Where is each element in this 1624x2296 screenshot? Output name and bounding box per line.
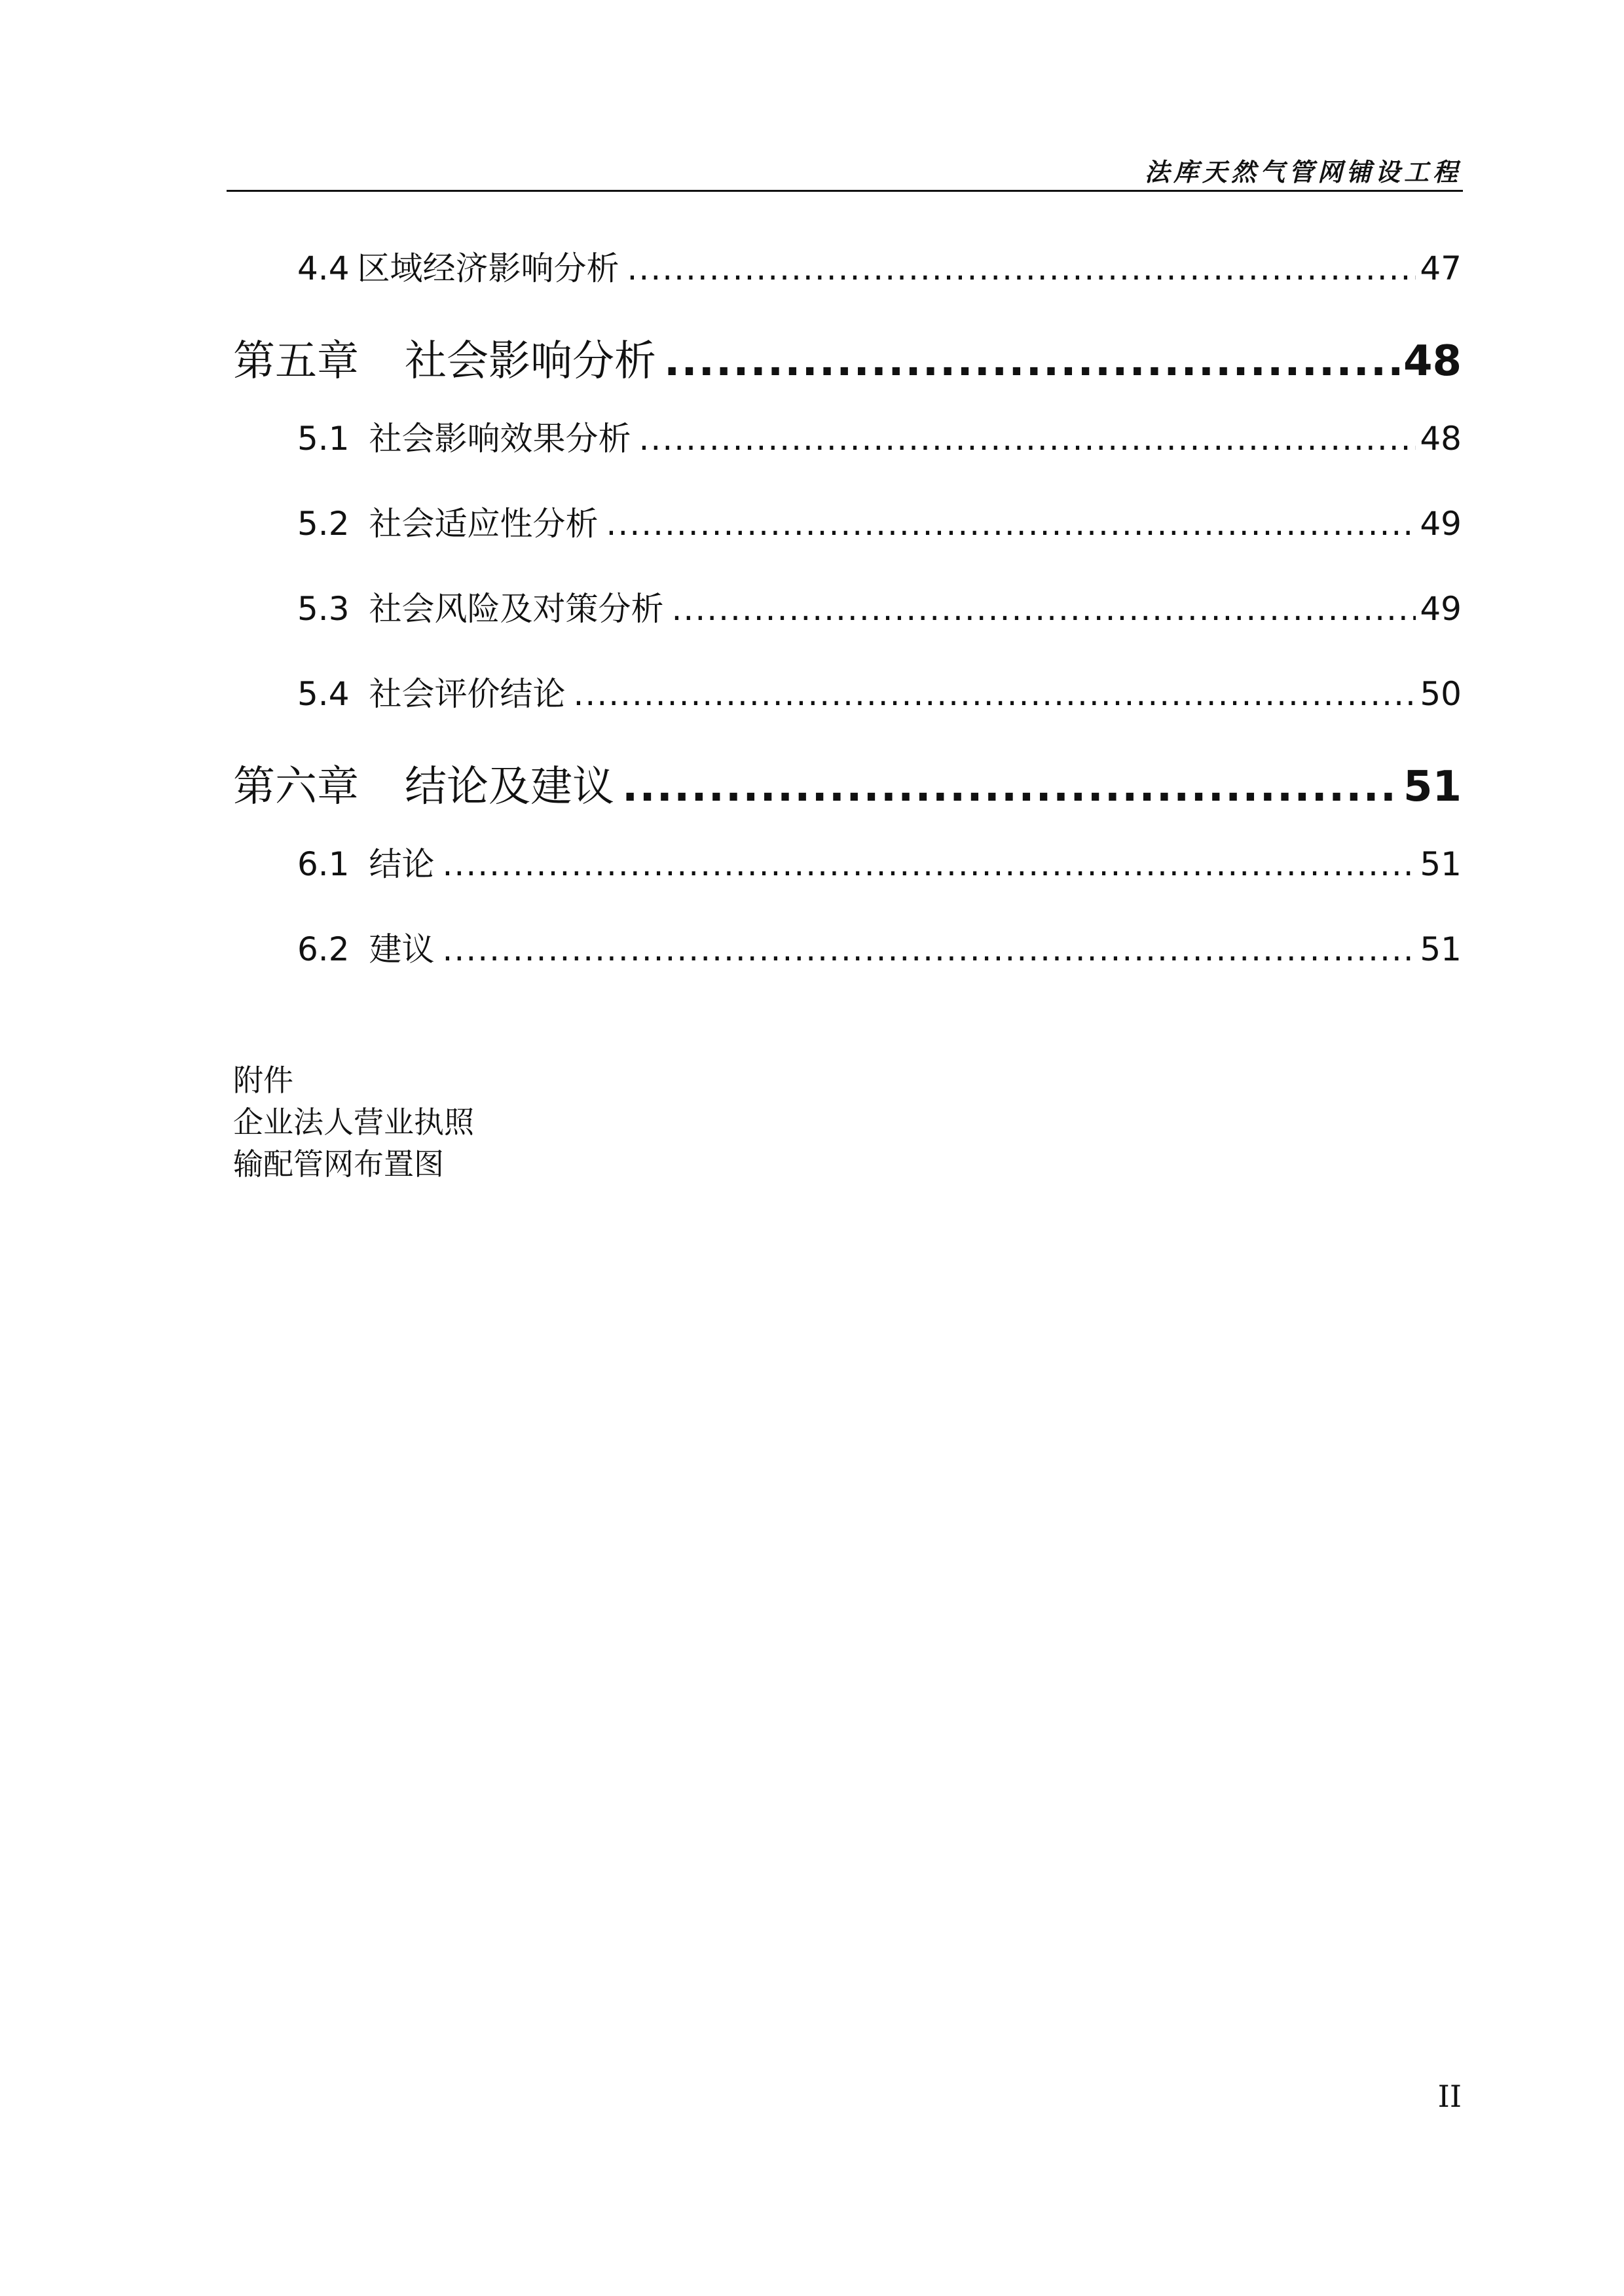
- toc-entry-number: 4.4: [297, 249, 350, 287]
- toc-entry-page: 49: [1420, 505, 1462, 543]
- toc-entry-title: 结论: [369, 845, 435, 883]
- toc-chapter-5[interactable]: [233, 327, 1462, 412]
- toc-chapter-6[interactable]: [233, 753, 1462, 838]
- toc-entry-number: 6.1: [297, 845, 350, 883]
- toc-dot-leader: [622, 763, 1399, 811]
- toc-entry-title: 建议: [369, 930, 435, 968]
- appendix-item: 输配管网布置图: [233, 1146, 444, 1182]
- toc-chapter-page: 51: [1403, 763, 1462, 811]
- toc-chapter-title: 社会影响分析: [405, 337, 656, 386]
- toc-entry-4-4[interactable]: [233, 242, 1462, 327]
- table-of-contents: [233, 242, 1462, 1008]
- toc-dot-leader: [443, 845, 1416, 883]
- toc-entry-page: 50: [1420, 675, 1462, 713]
- toc-entry-6-2[interactable]: [233, 923, 1462, 1008]
- toc-dot-leader: [606, 505, 1416, 543]
- toc-entry-page: 51: [1420, 845, 1462, 883]
- header-rule: [227, 190, 1463, 192]
- toc-entry-5-4[interactable]: [233, 668, 1462, 753]
- toc-entry-page: 51: [1420, 930, 1462, 968]
- toc-entry-5-1[interactable]: [233, 412, 1462, 498]
- toc-dot-leader: [664, 337, 1399, 386]
- toc-entry-title: 社会评价结论: [369, 675, 566, 713]
- toc-dot-leader: [627, 249, 1416, 287]
- toc-entry-title: 社会风险及对策分析: [369, 590, 664, 628]
- toc-entry-number: 6.2: [297, 930, 350, 968]
- toc-entry-title: 社会影响效果分析: [369, 420, 631, 458]
- toc-chapter-number: 第六章: [233, 763, 359, 811]
- toc-dot-leader: [443, 930, 1416, 968]
- toc-chapter-title: 结论及建议: [405, 763, 614, 811]
- toc-dot-leader: [639, 420, 1416, 458]
- toc-chapter-number: 第五章: [233, 337, 359, 386]
- toc-entry-6-1[interactable]: [233, 838, 1462, 923]
- toc-dot-leader: [574, 675, 1416, 713]
- toc-entry-number: 5.4: [297, 675, 350, 713]
- page-number: II: [1437, 2079, 1462, 2114]
- appendix-item: 企业法人营业执照: [233, 1104, 474, 1140]
- toc-entry-number: 5.3: [297, 590, 350, 628]
- toc-entry-page: 47: [1420, 249, 1462, 287]
- running-header-title: 法库天然气管网铺设工程: [1144, 157, 1462, 187]
- toc-entry-title: 社会适应性分析: [369, 505, 599, 543]
- appendix-list: [233, 1059, 474, 1185]
- toc-entry-title: 区域经济影响分析: [357, 249, 619, 287]
- toc-chapter-page: 48: [1403, 337, 1462, 386]
- toc-dot-leader: [672, 590, 1416, 628]
- toc-entry-page: 48: [1420, 420, 1462, 458]
- toc-entry-number: 5.1: [297, 420, 350, 458]
- toc-entry-5-2[interactable]: [233, 498, 1462, 583]
- toc-entry-number: 5.2: [297, 505, 350, 543]
- appendix-heading: 附件: [233, 1063, 293, 1098]
- toc-entry-5-3[interactable]: [233, 583, 1462, 668]
- toc-entry-page: 49: [1420, 590, 1462, 628]
